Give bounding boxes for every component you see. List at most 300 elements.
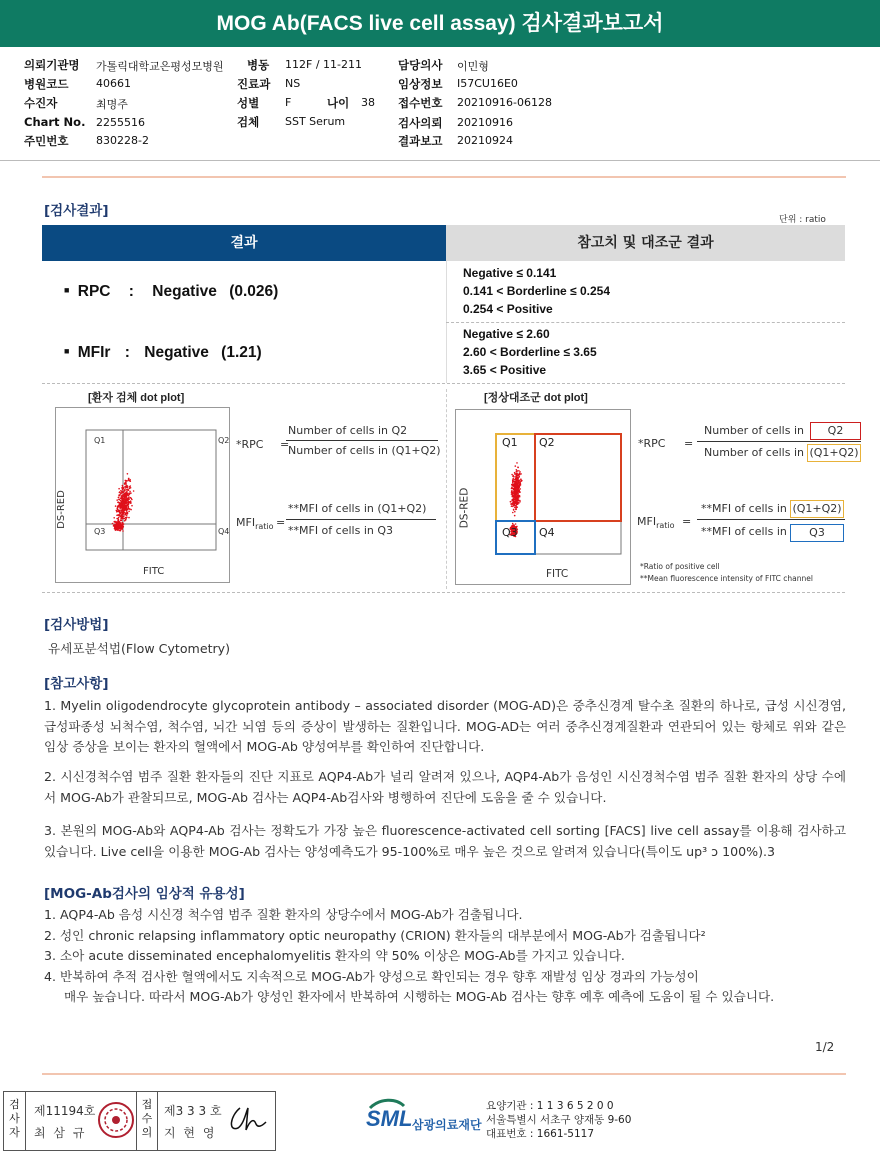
plot-dot xyxy=(127,512,129,514)
patient-x-axis-label: FITC xyxy=(143,566,165,577)
mfi-denominator: **MFI of cells in Q3 xyxy=(288,524,393,537)
plot-dot xyxy=(516,506,518,508)
plot-dot xyxy=(118,497,120,499)
plot-dot xyxy=(118,514,120,516)
plot-dot xyxy=(517,498,519,500)
plot-dot xyxy=(117,527,119,529)
plots-column-divider xyxy=(446,389,447,589)
usefulness-list xyxy=(44,905,854,1008)
examiner-label: 검사자 xyxy=(9,1098,20,1139)
rpc-fraction-line xyxy=(286,440,438,441)
control-q1-label: Q1 xyxy=(502,436,518,449)
plot-dot xyxy=(512,512,514,514)
plot-dot xyxy=(122,522,124,524)
plot-dot xyxy=(121,525,123,527)
signature-block xyxy=(3,1091,276,1151)
plot-dot xyxy=(512,496,514,498)
plot-dot xyxy=(118,530,120,532)
plot-dot xyxy=(515,490,517,492)
plot-dot xyxy=(121,496,123,498)
section-divider-bottom xyxy=(42,1073,846,1075)
plot-dot xyxy=(124,490,126,492)
plot-dot xyxy=(520,478,522,480)
control-x-axis-label: FITC xyxy=(546,568,569,580)
ctrl-q1q2-box-2 xyxy=(790,500,844,518)
header-divider xyxy=(0,160,880,161)
approver-label-cell xyxy=(136,1092,158,1150)
plot-dot xyxy=(513,479,515,481)
plot-dot xyxy=(515,502,517,504)
plot-dot xyxy=(127,492,129,494)
plot-dot xyxy=(122,485,124,487)
plot-dot xyxy=(119,526,121,528)
plot-dot xyxy=(128,501,130,503)
ward-value: 112F / 11-211 xyxy=(285,58,362,71)
note-paragraph-3: 3. 본원의 MOG-Ab와 AQP4-Ab 검사는 정확도가 가장 높은 fluorescence-activated cell sorting [FACS] live cell assay를 이용해 검사하고 있습니다. Live cell을 이용한 MOG-Ab 검사는 양성예측도가 95-100%로 매우 높은 것으로 알려져 있습니다(특이도 up³ ɔ 100%).3 xyxy=(44,823,846,859)
note-ratio: *Ratio of positive cell xyxy=(640,562,720,571)
ctrl-rpc-denominator: Number of cells in xyxy=(704,446,804,459)
patient-plot-svg xyxy=(56,408,229,582)
mfi-label-sub: ratio xyxy=(255,522,274,532)
plot-dot xyxy=(124,499,126,501)
patient-dot-plot xyxy=(55,407,230,583)
plot-dot xyxy=(116,499,118,501)
usefulness-heading: [MOG-Ab검사의 임상적 유용성] xyxy=(44,886,245,902)
doctor-value: 이민형 xyxy=(457,60,489,73)
plot-dot xyxy=(130,485,132,487)
rpc-denominator: Number of cells in (Q1+Q2) xyxy=(288,444,441,457)
patient-q3-label: Q3 xyxy=(94,527,106,536)
plot-dot xyxy=(512,523,514,525)
control-y-axis-label: DS-RED xyxy=(458,487,471,529)
rpc-value: Negative (0.026) xyxy=(152,283,279,300)
rpc-numerator: Number of cells in Q2 xyxy=(288,424,408,437)
plot-dot xyxy=(519,471,521,473)
examiner-seal-icon xyxy=(96,1100,136,1140)
plot-dot xyxy=(514,472,516,474)
rpc-result xyxy=(64,283,278,301)
plot-dot xyxy=(516,462,518,464)
control-dot-plot xyxy=(455,409,631,585)
plot-dot xyxy=(121,510,123,512)
report-label: 결과보고 xyxy=(398,134,443,148)
plot-dot xyxy=(120,506,122,508)
ctrl-q2-box-text: Q2 xyxy=(827,424,844,437)
plot-dot xyxy=(128,478,130,480)
result-column-header xyxy=(42,225,446,261)
plot-dot xyxy=(121,487,123,489)
plot-dot xyxy=(124,503,126,505)
ctrl-rpc-numerator: Number of cells in xyxy=(704,424,804,437)
plots-divider-bottom xyxy=(42,592,845,593)
patient-y-axis-label: DS-RED xyxy=(55,490,67,529)
institution-value: 가톨릭대학교은평성모병원 xyxy=(96,60,224,73)
plot-dot xyxy=(121,520,123,522)
plot-dot xyxy=(131,498,133,500)
plot-dot xyxy=(125,480,127,482)
plot-dot xyxy=(119,524,121,526)
plot-dot xyxy=(120,530,122,532)
rpc-name: RPC xyxy=(77,283,111,300)
plot-dot xyxy=(518,481,520,483)
plot-dot xyxy=(122,512,124,514)
plot-dot xyxy=(127,494,129,496)
plot-dot xyxy=(517,477,519,479)
plot-dot xyxy=(128,479,130,481)
plot-dot xyxy=(510,501,512,503)
rpc-formula-equals: = xyxy=(280,438,290,451)
plot-dot xyxy=(514,507,516,509)
plot-dot xyxy=(129,488,131,490)
signature-icon xyxy=(226,1102,270,1136)
plot-dot xyxy=(515,478,517,480)
plot-dot xyxy=(119,511,121,513)
method-heading: [검사방법] xyxy=(44,617,109,633)
ctrl-mfi-label-sub: ratio xyxy=(656,521,675,531)
plot-dot xyxy=(513,505,515,507)
patient-plot-title: [환자 검체 dot plot] xyxy=(88,392,185,404)
org-info-line-1: 요양기관 : 1 1 3 6 5 2 0 0 xyxy=(486,1100,614,1112)
dept-label: 진료과 xyxy=(237,77,271,91)
ctrl-mfi-label xyxy=(637,515,675,530)
plot-dot xyxy=(516,504,518,506)
plot-dot xyxy=(118,506,120,508)
ctrl-mfi-fraction-line xyxy=(697,519,845,520)
plot-dot xyxy=(124,483,126,485)
ctrl-rpc-fraction-line xyxy=(697,441,861,442)
ctrl-q3-box xyxy=(790,524,844,542)
plot-dot xyxy=(121,515,123,517)
plot-dot xyxy=(516,473,518,475)
sex-value: F xyxy=(285,96,292,109)
org-info xyxy=(486,1099,631,1141)
receipt-value: 20210916-06128 xyxy=(457,96,552,109)
ctrl-q3-box-text: Q3 xyxy=(809,526,825,539)
ctrl-q1q2-box-1 xyxy=(807,444,861,462)
mfir-ref-negative: Negative ≤ 2.60 xyxy=(463,327,550,341)
hospital-code-label: 병원코드 xyxy=(24,77,69,91)
method-text: 유세포분석법(Flow Cytometry) xyxy=(48,641,231,656)
mfi-fraction-line xyxy=(286,519,436,520)
plot-dot xyxy=(517,497,519,499)
result-heading: [검사결과] xyxy=(44,203,109,219)
plot-dot xyxy=(515,509,517,511)
plot-dot xyxy=(115,529,117,531)
mfi-numerator: **MFI of cells in (Q1+Q2) xyxy=(288,502,427,515)
note-paragraph-2: 2. 시신경척수염 범주 질환 환자들의 진단 지표로 AQP4-Ab가 널리 알려져 있으나, AQP4-Ab가 음성인 시신경척수염 범주 질환 환자의 상당 수에서 MOG-Ab가 관찰되므로, MOG-Ab 검사는 AQP4-Ab검사와 병행하여 진단에 도움을 줄 수 있습니다. xyxy=(44,769,846,805)
plot-dot xyxy=(516,482,518,484)
plot-dot xyxy=(519,492,521,494)
age-label: 나이 xyxy=(327,96,350,110)
plot-dot xyxy=(121,495,123,497)
plot-dot xyxy=(123,526,125,528)
doctor-label: 담당의사 xyxy=(398,58,443,72)
sex-label: 성별 xyxy=(237,96,260,110)
examiner-name: 최 삼 규 xyxy=(34,1126,87,1140)
note-mfi: **Mean fluorescence intensity of FITC channel xyxy=(640,574,813,583)
rpc-reference xyxy=(463,264,610,318)
examiner-number: 제11194호 xyxy=(34,1104,96,1118)
ward-label: 병동 xyxy=(247,58,270,72)
plot-dot xyxy=(124,514,126,516)
chart-value: 2255516 xyxy=(96,116,145,129)
section-divider-top xyxy=(42,176,846,178)
mfi-formula-label xyxy=(236,516,274,531)
mfi-label-text: MFI xyxy=(236,516,256,529)
ssn-label: 주민번호 xyxy=(24,134,69,148)
plot-dot xyxy=(125,482,127,484)
plot-dot xyxy=(115,505,117,507)
plot-dot xyxy=(119,502,121,504)
plot-dot xyxy=(117,525,119,527)
plot-dot xyxy=(511,490,513,492)
plot-dot xyxy=(127,498,129,500)
dept-value: NS xyxy=(285,77,301,90)
plot-dot xyxy=(118,499,120,501)
plot-dot xyxy=(513,503,515,505)
plot-dot xyxy=(123,515,125,517)
plot-dot xyxy=(517,474,519,476)
reference-column-label: 참고치 및 대조군 결과 xyxy=(577,235,714,251)
plot-dot xyxy=(126,504,128,506)
rpc-ref-positive: 0.254 < Positive xyxy=(463,302,553,316)
plot-dot xyxy=(118,522,120,524)
plot-dot xyxy=(519,473,521,475)
plot-dot xyxy=(518,500,520,502)
clinical-value: I57CU16E0 xyxy=(457,77,518,90)
mfir-reference xyxy=(463,325,597,379)
plot-dot xyxy=(119,495,121,497)
clinical-label: 임상정보 xyxy=(398,77,443,91)
mfir-result xyxy=(64,344,262,362)
plot-dot xyxy=(124,518,126,520)
plot-dot xyxy=(112,523,114,525)
ctrl-rpc-label: *RPC xyxy=(638,437,666,450)
plot-dot xyxy=(125,513,127,515)
plot-dot xyxy=(510,503,512,505)
mfir-ref-borderline: 2.60 < Borderline ≤ 3.65 xyxy=(463,345,597,359)
plot-dot xyxy=(122,518,124,520)
plot-dot xyxy=(511,505,513,507)
usefulness-item-3: 3. 소아 acute disseminated encephalomyelitis 환자의 약 50% 이상은 MOG-Ab를 가지고 있습니다. xyxy=(44,948,625,963)
hospital-code-value: 40661 xyxy=(96,77,131,90)
plot-dot xyxy=(114,527,116,529)
unit-label: 단위 : ratio xyxy=(779,215,826,225)
plot-dot xyxy=(116,518,118,520)
plot-dot xyxy=(121,503,123,505)
ssn-value: 830228-2 xyxy=(96,134,149,147)
plot-dot xyxy=(131,505,133,507)
plot-dot xyxy=(123,508,125,510)
plot-dot xyxy=(126,514,128,516)
plot-dot xyxy=(120,490,122,492)
note-paragraph-1: 1. Myelin oligodendrocyte glycoprotein antibody – associated disorder (MOG-AD)은 중추신경계 탈수초 질환의 하나로, 급성 시신경염,급성파종성 뇌척수염, 척수염, 뇌간 뇌염 등의 증상이 발생하는 질환입니다. MOG-AD는 여러 중추신경계질환과 연관되어 있는 항체로 위와 같은 임상 증상을 보이는 환자의 혈액에서 MOG-Ab 양성여부를 확인하여 진단합니다. xyxy=(44,698,846,754)
report-title: MOG Ab(FACS live cell assay) 검사결과보고서 xyxy=(216,12,664,35)
notes-heading: [참고사항] xyxy=(44,676,109,692)
plot-dot xyxy=(128,511,130,513)
plot-dot xyxy=(518,476,520,478)
rpc-colon: : xyxy=(128,283,134,300)
examiner-label-cell xyxy=(4,1092,26,1150)
plot-dot xyxy=(515,523,517,525)
page-number: 1/2 xyxy=(815,1040,835,1054)
plot-dot xyxy=(117,509,119,511)
report-value: 20210924 xyxy=(457,134,513,147)
specimen-label: 검체 xyxy=(237,115,260,129)
patient-q4-label: Q4 xyxy=(218,527,230,536)
plot-dot xyxy=(127,473,129,475)
plot-dot xyxy=(127,489,129,491)
usefulness-item-2: 2. 성인 chronic relapsing inflammatory optic neuropathy (CRION) 환자들의 대부분에서 MOG-Ab가 검출됩니다² xyxy=(44,927,706,943)
plot-dot xyxy=(516,485,518,487)
rpc-ref-borderline: 0.141 < Borderline ≤ 0.254 xyxy=(463,284,610,298)
plot-dot xyxy=(116,510,118,512)
plot-dot xyxy=(113,525,115,527)
ctrl-q2-box xyxy=(810,422,861,440)
plot-dot xyxy=(120,500,122,502)
plot-dot xyxy=(118,517,120,519)
plot-dot xyxy=(130,509,132,511)
ctrl-mfi-label-text: MFI xyxy=(637,515,657,528)
control-q3-label: Q3 xyxy=(502,526,518,539)
plot-dot xyxy=(513,481,515,483)
patient-value: 최명주 xyxy=(96,98,128,111)
result-column-label: 결과 xyxy=(230,235,258,251)
plot-dot xyxy=(514,487,516,489)
patient-label: 수진자 xyxy=(24,96,58,110)
plot-dot xyxy=(520,484,522,486)
plot-dot xyxy=(128,496,130,498)
plot-dot xyxy=(127,503,129,505)
plot-dot xyxy=(113,517,115,519)
plot-dot xyxy=(513,498,515,500)
usefulness-item-1: 1. AQP4-Ab 음성 시신경 척수염 범주 질환 환자의 상당수에서 MOG-Ab가 검출됩니다. xyxy=(44,907,523,922)
plot-dot xyxy=(115,521,117,523)
patient-q1-label: Q1 xyxy=(94,436,106,445)
mfir-bullet: ■ xyxy=(64,346,70,356)
plot-dot xyxy=(517,489,519,491)
ctrl-q1q2-box-1-text: (Q1+Q2) xyxy=(809,446,859,459)
org-info-line-3: 대표번호 : 1661-5117 xyxy=(486,1128,595,1140)
plot-dot xyxy=(127,499,129,501)
plot-dot xyxy=(118,501,120,503)
plot-dot xyxy=(125,519,127,521)
plot-dot xyxy=(125,492,127,494)
sml-logo-text: SML xyxy=(366,1106,413,1131)
plot-dot xyxy=(126,517,128,519)
plot-dot xyxy=(514,473,516,475)
control-q4-label: Q4 xyxy=(539,526,555,539)
plot-dot xyxy=(517,467,519,469)
plot-dot xyxy=(122,492,124,494)
org-info-line-2: 서울특별시 서초구 양재동 9-60 xyxy=(486,1114,632,1126)
plot-dot xyxy=(128,508,130,510)
plot-dot xyxy=(124,505,126,507)
plot-dot xyxy=(518,495,520,497)
row-divider xyxy=(446,322,845,323)
ctrl-rpc-equals: = xyxy=(684,437,694,450)
plot-dot xyxy=(120,528,122,530)
plot-dot xyxy=(514,484,516,486)
plot-dot xyxy=(126,506,128,508)
specimen-value: SST Serum xyxy=(285,115,346,128)
plot-dot xyxy=(514,511,516,513)
ctrl-mfi-denominator: **MFI of cells in xyxy=(701,525,787,538)
plot-dot xyxy=(516,476,518,478)
report-title-bar xyxy=(0,0,880,47)
plot-dot xyxy=(126,509,128,511)
org-name: 삼광의료재단 xyxy=(412,1118,482,1132)
plot-dot xyxy=(518,470,520,472)
control-q2-label: Q2 xyxy=(539,436,555,449)
plot-dot xyxy=(514,515,516,517)
plot-dot xyxy=(518,485,520,487)
usefulness-item-4: 4. 반복하여 추적 검사한 혈액에서도 지속적으로 MOG-Ab가 양성으로 확인되는 경우 향후 재발성 임상 경과의 가능성이 xyxy=(44,968,699,984)
reference-column-header xyxy=(446,225,845,261)
plot-dot xyxy=(521,480,523,482)
plot-dot xyxy=(515,498,517,500)
rpc-ref-negative: Negative ≤ 0.141 xyxy=(463,266,557,280)
plot-dot xyxy=(123,487,125,489)
plot-dot xyxy=(513,489,515,491)
mfi-formula-equals: = xyxy=(276,516,286,529)
plot-dot xyxy=(129,491,131,493)
plot-dot xyxy=(133,490,135,492)
rpc-formula-label: *RPC xyxy=(236,438,264,451)
usefulness-item-4-cont: 매우 높습니다. 따라서 MOG-Ab가 양성인 환자에서 반복하여 시행하는 MOG-Ab 검사는 향후 예후 예측에 도움이 될 수 있습니다. xyxy=(64,989,775,1004)
plot-dot xyxy=(126,480,128,482)
request-value: 20210916 xyxy=(457,116,513,129)
ctrl-mfi-equals: = xyxy=(682,515,692,528)
institution-label: 의뢰기관명 xyxy=(24,58,80,72)
ctrl-mfi-numerator: **MFI of cells in xyxy=(701,502,787,515)
plot-dot xyxy=(128,506,130,508)
plot-dot xyxy=(120,497,122,499)
ctrl-q1q2-box-2-text: (Q1+Q2) xyxy=(792,502,842,515)
plot-dot xyxy=(516,471,518,473)
plot-dot xyxy=(122,530,124,532)
plot-dot xyxy=(118,488,120,490)
request-label: 검사의뢰 xyxy=(398,116,443,130)
patient-q2-label: Q2 xyxy=(218,436,230,445)
plot-dot xyxy=(513,476,515,478)
plot-dot xyxy=(114,524,116,526)
plots-divider-top xyxy=(42,383,845,384)
plot-dot xyxy=(515,465,517,467)
plot-dot xyxy=(123,494,125,496)
plot-dot xyxy=(123,511,125,513)
plot-dot xyxy=(513,492,515,494)
plot-dot xyxy=(125,485,127,487)
plot-dot xyxy=(128,517,130,519)
plot-dot xyxy=(516,500,518,502)
chart-label: Chart No. xyxy=(24,115,86,129)
plot-dot xyxy=(520,473,522,475)
mfir-ref-positive: 3.65 < Positive xyxy=(463,363,547,377)
age-value: 38 xyxy=(361,96,375,109)
plot-dot xyxy=(515,482,517,484)
mfir-colon: : xyxy=(124,344,130,361)
receipt-label: 접수번호 xyxy=(398,96,443,110)
plot-dot xyxy=(513,509,515,511)
mfir-name: MFIr xyxy=(77,344,111,361)
plot-dot xyxy=(517,502,519,504)
plot-dot xyxy=(512,482,514,484)
plot-dot xyxy=(516,494,518,496)
approver-label: 접수의 xyxy=(141,1098,153,1139)
plot-dot xyxy=(516,483,518,485)
plot-dot xyxy=(130,501,132,503)
